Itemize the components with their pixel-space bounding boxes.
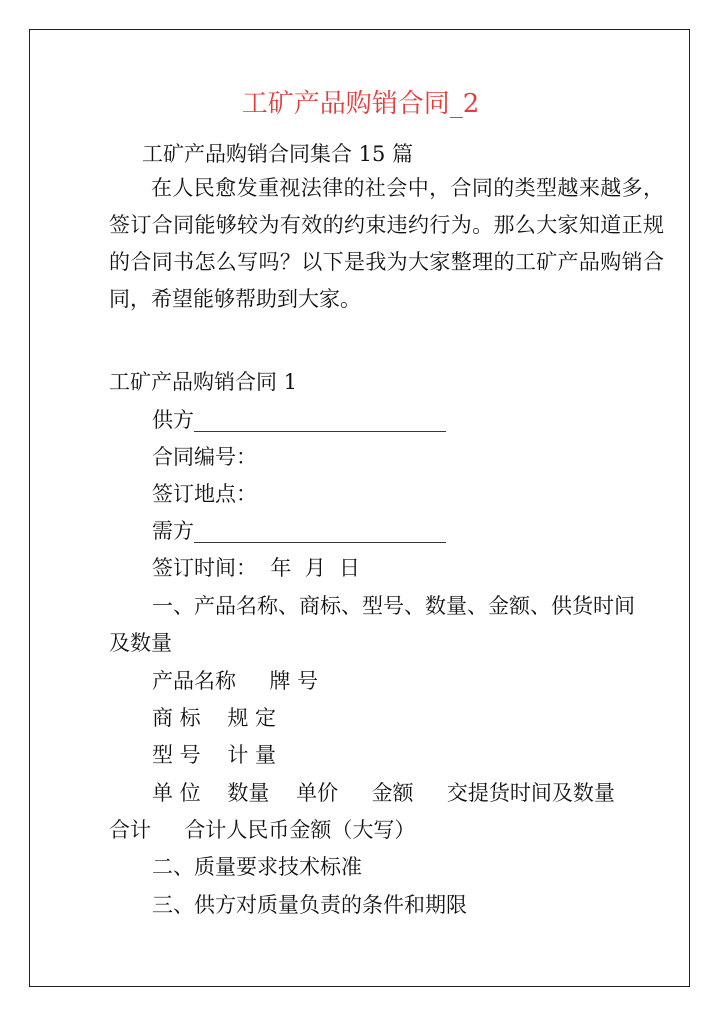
- table-line-1: 产品名称 牌 号: [152, 669, 319, 693]
- document-subtitle: 工矿产品购销合同集合 15 篇: [142, 142, 414, 166]
- signing-time-line: 签订时间： 年 月 日: [152, 556, 361, 580]
- section-heading: 工矿产品购销合同 1: [109, 370, 298, 394]
- clause-3: 三、供方对质量负责的条件和期限: [152, 893, 467, 917]
- supplier-line: 供方________________________: [152, 408, 446, 432]
- clause-1-line-2: 及数量: [109, 631, 172, 655]
- signing-place-line: 签订地点：: [152, 482, 257, 506]
- buyer-line: 需方________________________: [152, 519, 446, 543]
- contract-number-line: 合同编号：: [152, 445, 257, 469]
- clause-2: 二、质量要求技术标准: [152, 855, 362, 879]
- table-line-4: 单 位 数量 单价 金额 交提货时间及数量: [152, 781, 615, 805]
- table-tail: 合计 合计人民币金额（大写）: [109, 818, 416, 842]
- clause-1-line-1: 一、产品名称、商标、型号、数量、金额、供货时间: [152, 594, 635, 618]
- table-line-2: 商 标 规 定: [152, 706, 277, 730]
- document-title: 工矿产品购销合同_2: [241, 89, 480, 119]
- intro-paragraph: 在人民愈发重视法律的社会中，合同的类型越来越多，签订合同能够较为有效的约束违约行为。那么大家知道正规的合同书怎么写吗？以下是我为大家整理的工矿产品购销合同，希望能够帮助到大家。: [109, 176, 664, 311]
- page-frame: [29, 29, 690, 987]
- table-line-3: 型 号 计 量: [152, 743, 277, 767]
